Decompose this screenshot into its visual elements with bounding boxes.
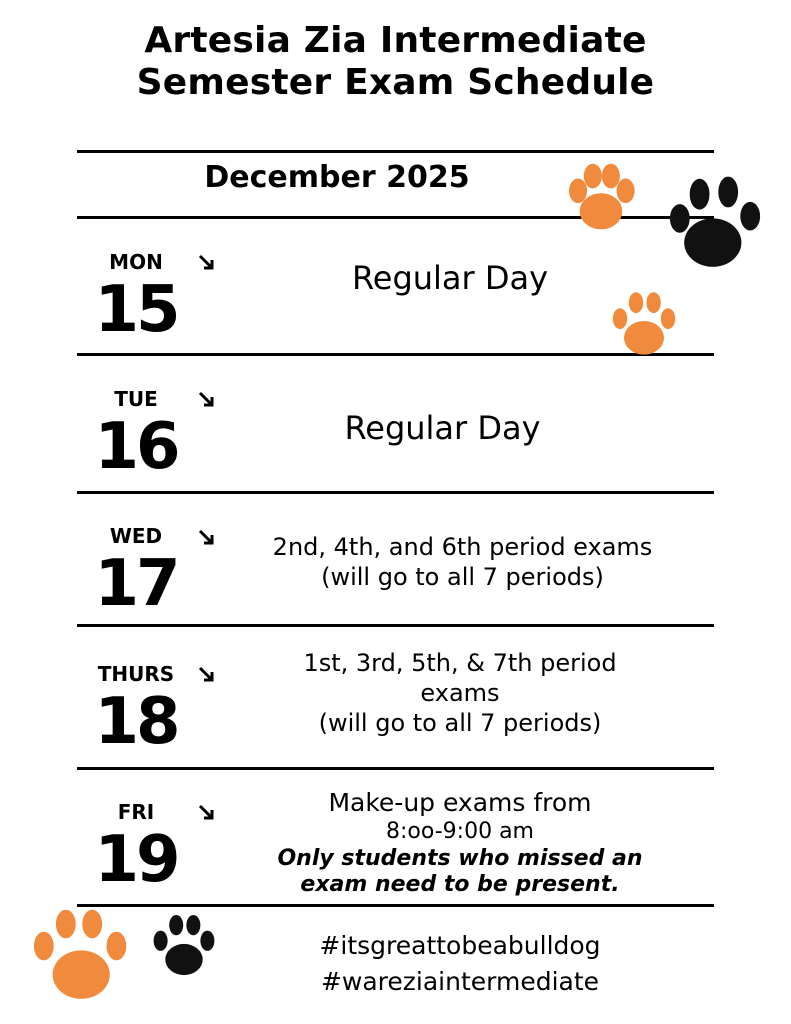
arrow-icon	[197, 390, 215, 408]
day-number: 19	[94, 823, 178, 897]
day-description: 1st, 3rd, 5th, & 7th period exams (will go to all 7 periods)	[303, 649, 617, 737]
title-line-2: Semester Exam Schedule	[136, 62, 655, 103]
day-number: 15	[94, 273, 178, 347]
hashtag: #wareziaintermediate	[320, 967, 600, 996]
arrow-icon	[197, 665, 215, 683]
divider	[77, 904, 714, 907]
day-of-week: WED	[109, 524, 163, 548]
day-description: 2nd, 4th, and 6th period exams (will go to all 7 periods)	[272, 533, 653, 591]
arrow-icon	[197, 803, 215, 821]
paw-print-icon	[600, 285, 688, 365]
day-number: 16	[94, 410, 178, 484]
divider	[77, 767, 714, 770]
page-title	[0, 20, 791, 104]
day-of-week: THURS	[97, 662, 175, 686]
day-of-week: MON	[109, 250, 163, 274]
divider	[77, 150, 714, 153]
hashtags	[260, 928, 660, 1000]
hashtag: #itsgreattobeabulldog	[319, 931, 601, 960]
day-description: Regular Day	[344, 409, 541, 447]
day-of-week: FRI	[117, 800, 155, 824]
title-line-1: Artesia Zia Intermediate	[144, 20, 647, 61]
day-of-week: TUE	[114, 387, 158, 411]
paw-print-icon	[660, 170, 770, 280]
divider	[77, 491, 714, 494]
day-description: Make-up exams from 8:oo-9:00 am Only students who missed an exam need to be present.	[277, 788, 643, 897]
paw-print-icon	[24, 898, 134, 1016]
day-number: 18	[94, 685, 178, 759]
arrow-icon	[197, 528, 215, 546]
day-number: 17	[94, 547, 178, 621]
arrow-icon	[197, 253, 215, 271]
day-description: Regular Day	[351, 259, 549, 297]
paw-print-icon	[145, 908, 223, 986]
month-heading: December 2025	[204, 160, 470, 195]
paw-print-icon	[560, 158, 642, 240]
divider	[77, 624, 714, 627]
